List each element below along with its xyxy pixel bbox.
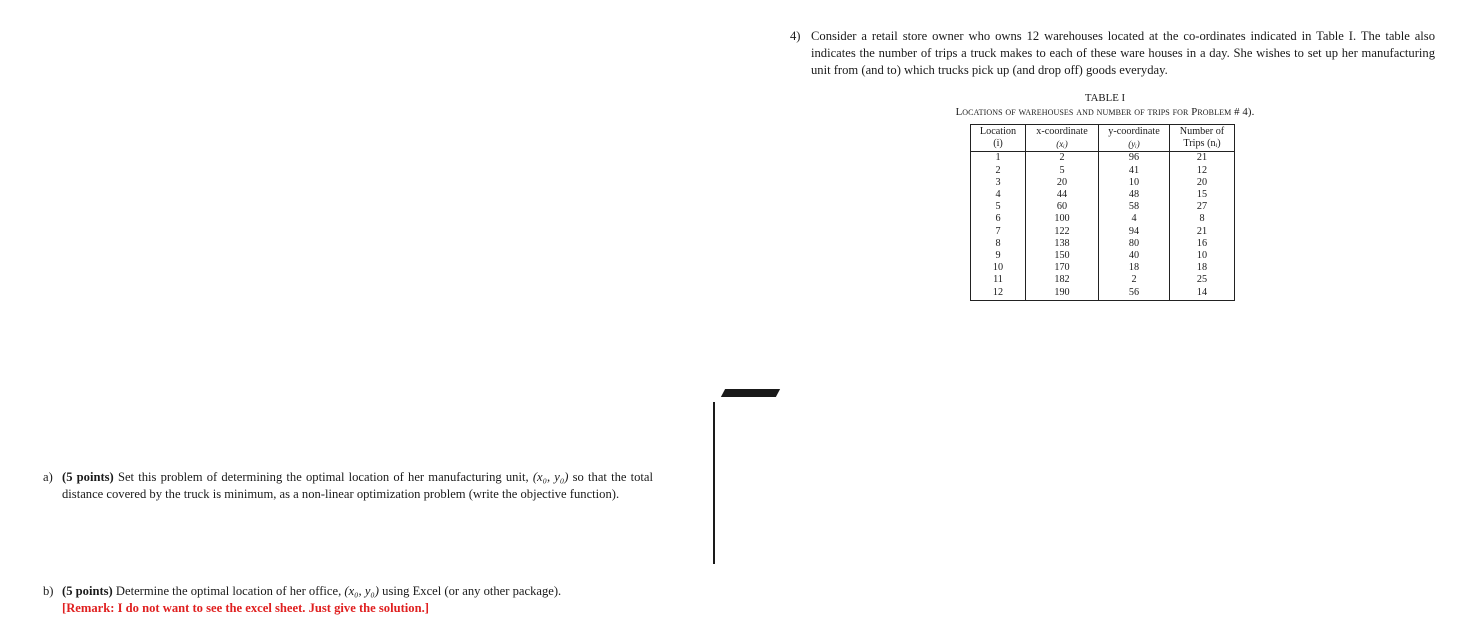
table-cell: 10 xyxy=(971,262,1026,274)
table-cell: 40 xyxy=(1099,250,1170,262)
table-cell: 41 xyxy=(1099,165,1170,177)
table-cell: 18 xyxy=(1099,262,1170,274)
header-trips: Number of xyxy=(1170,125,1235,139)
table-cell: 10 xyxy=(1170,250,1235,262)
table-cell: 7 xyxy=(971,226,1026,238)
header-trips-sub: Trips (nᵢ) xyxy=(1170,138,1235,152)
table-cell: 18 xyxy=(1170,262,1235,274)
table-row xyxy=(971,287,1235,301)
table-title: TABLE I xyxy=(1084,92,1126,104)
table-row xyxy=(971,274,1235,286)
part-a-label: a) xyxy=(43,470,53,484)
problem-number: 4) xyxy=(790,29,801,43)
table-cell: 20 xyxy=(1026,177,1099,189)
table-cell: 44 xyxy=(1026,189,1099,201)
table-cell: 80 xyxy=(1099,238,1170,250)
part-a-points: (5 points) xyxy=(62,470,114,484)
table-caption xyxy=(900,91,1310,119)
header-x-sub: (xᵢ) xyxy=(1026,138,1099,152)
part-a-math: (x₀, y₀) xyxy=(532,470,569,484)
table-cell: 16 xyxy=(1170,238,1235,250)
table-cell: 10 xyxy=(1099,177,1170,189)
part-b-text-2: using Excel (or any other package). xyxy=(382,584,562,598)
table-cell: 15 xyxy=(1170,189,1235,201)
part-a xyxy=(43,469,653,503)
table-cell: 138 xyxy=(1026,238,1099,250)
table-cell: 5 xyxy=(971,201,1026,213)
table-cell: 170 xyxy=(1026,262,1099,274)
header-y-sub: (yᵢ) xyxy=(1099,138,1170,152)
part-b-remark: [Remark: I do not want to see the excel sheet. Just give the solution.] xyxy=(62,601,429,616)
table-cell: 94 xyxy=(1099,226,1170,238)
table-cell: 20 xyxy=(1170,177,1235,189)
table-cell: 3 xyxy=(971,177,1026,189)
table-cell: 48 xyxy=(1099,189,1170,201)
table-cell: 122 xyxy=(1026,226,1099,238)
part-b-math: (x₀, y₀) xyxy=(344,584,379,598)
header-location: Location xyxy=(971,125,1026,139)
warehouse-table xyxy=(970,124,1235,301)
table-row xyxy=(971,165,1235,177)
table-cell: 96 xyxy=(1099,152,1170,165)
part-b-text-1: Determine the optimal location of her office, xyxy=(115,584,342,598)
header-location-sub: (i) xyxy=(971,138,1026,152)
table-cell: 60 xyxy=(1026,201,1099,213)
table-cell: 58 xyxy=(1099,201,1170,213)
table-row xyxy=(971,238,1235,250)
table-header-row xyxy=(971,125,1235,139)
table-cell: 2 xyxy=(971,165,1026,177)
table-cell: 12 xyxy=(971,287,1026,301)
table-cell: 25 xyxy=(1170,274,1235,286)
table-cell: 12 xyxy=(1170,165,1235,177)
part-b xyxy=(43,583,653,617)
scan-mark-top xyxy=(721,389,780,397)
scan-mark-line xyxy=(713,402,715,564)
table-cell: 6 xyxy=(971,213,1026,225)
table-header-row-2 xyxy=(971,138,1235,152)
part-a-text-1: Set this problem of determining the optimal location of her manufacturing unit, xyxy=(117,470,529,484)
table-row xyxy=(971,250,1235,262)
table-row xyxy=(971,177,1235,189)
table-subtitle: Locations of warehouses and number of trips for Problem # 4). xyxy=(955,106,1255,118)
table-cell: 100 xyxy=(1026,213,1099,225)
table-cell: 21 xyxy=(1170,152,1235,165)
table-cell: 5 xyxy=(1026,165,1099,177)
header-x: x-coordinate xyxy=(1026,125,1099,139)
table-row xyxy=(971,213,1235,225)
table-cell: 4 xyxy=(1099,213,1170,225)
problem-statement: Consider a retail store owner who owns 12 warehouses located at the co-ordinates indicated in Table I. The table also indicates the number of trips a truck makes to each of these ware houses in a day. She wishes to set up her manufacturing unit from (and to) which trucks pick up (and drop off) goods everyday. xyxy=(811,29,1435,78)
table-cell: 56 xyxy=(1099,287,1170,301)
table-cell: 27 xyxy=(1170,201,1235,213)
table-row xyxy=(971,262,1235,274)
table-cell: 9 xyxy=(971,250,1026,262)
table-cell: 190 xyxy=(1026,287,1099,301)
table-cell: 2 xyxy=(1099,274,1170,286)
table-row xyxy=(971,152,1235,165)
table-cell: 2 xyxy=(1026,152,1099,165)
table-cell: 21 xyxy=(1170,226,1235,238)
table-cell: 11 xyxy=(971,274,1026,286)
table-cell: 150 xyxy=(1026,250,1099,262)
table-row xyxy=(971,201,1235,213)
table-cell: 14 xyxy=(1170,287,1235,301)
table-cell: 182 xyxy=(1026,274,1099,286)
part-b-points: (5 points) xyxy=(62,584,113,598)
part-a-text-2: so that the total distance covered by the truck is minimum, as a non-linear optimization problem (write the objective function). xyxy=(62,470,654,502)
table-row xyxy=(971,226,1235,238)
table-cell: 4 xyxy=(971,189,1026,201)
table-cell: 1 xyxy=(971,152,1026,165)
part-b-label: b) xyxy=(43,584,54,598)
table-cell: 8 xyxy=(1170,213,1235,225)
table-cell: 8 xyxy=(971,238,1026,250)
table-row xyxy=(971,189,1235,201)
header-y: y-coordinate xyxy=(1099,125,1170,139)
problem-4 xyxy=(790,28,1435,80)
